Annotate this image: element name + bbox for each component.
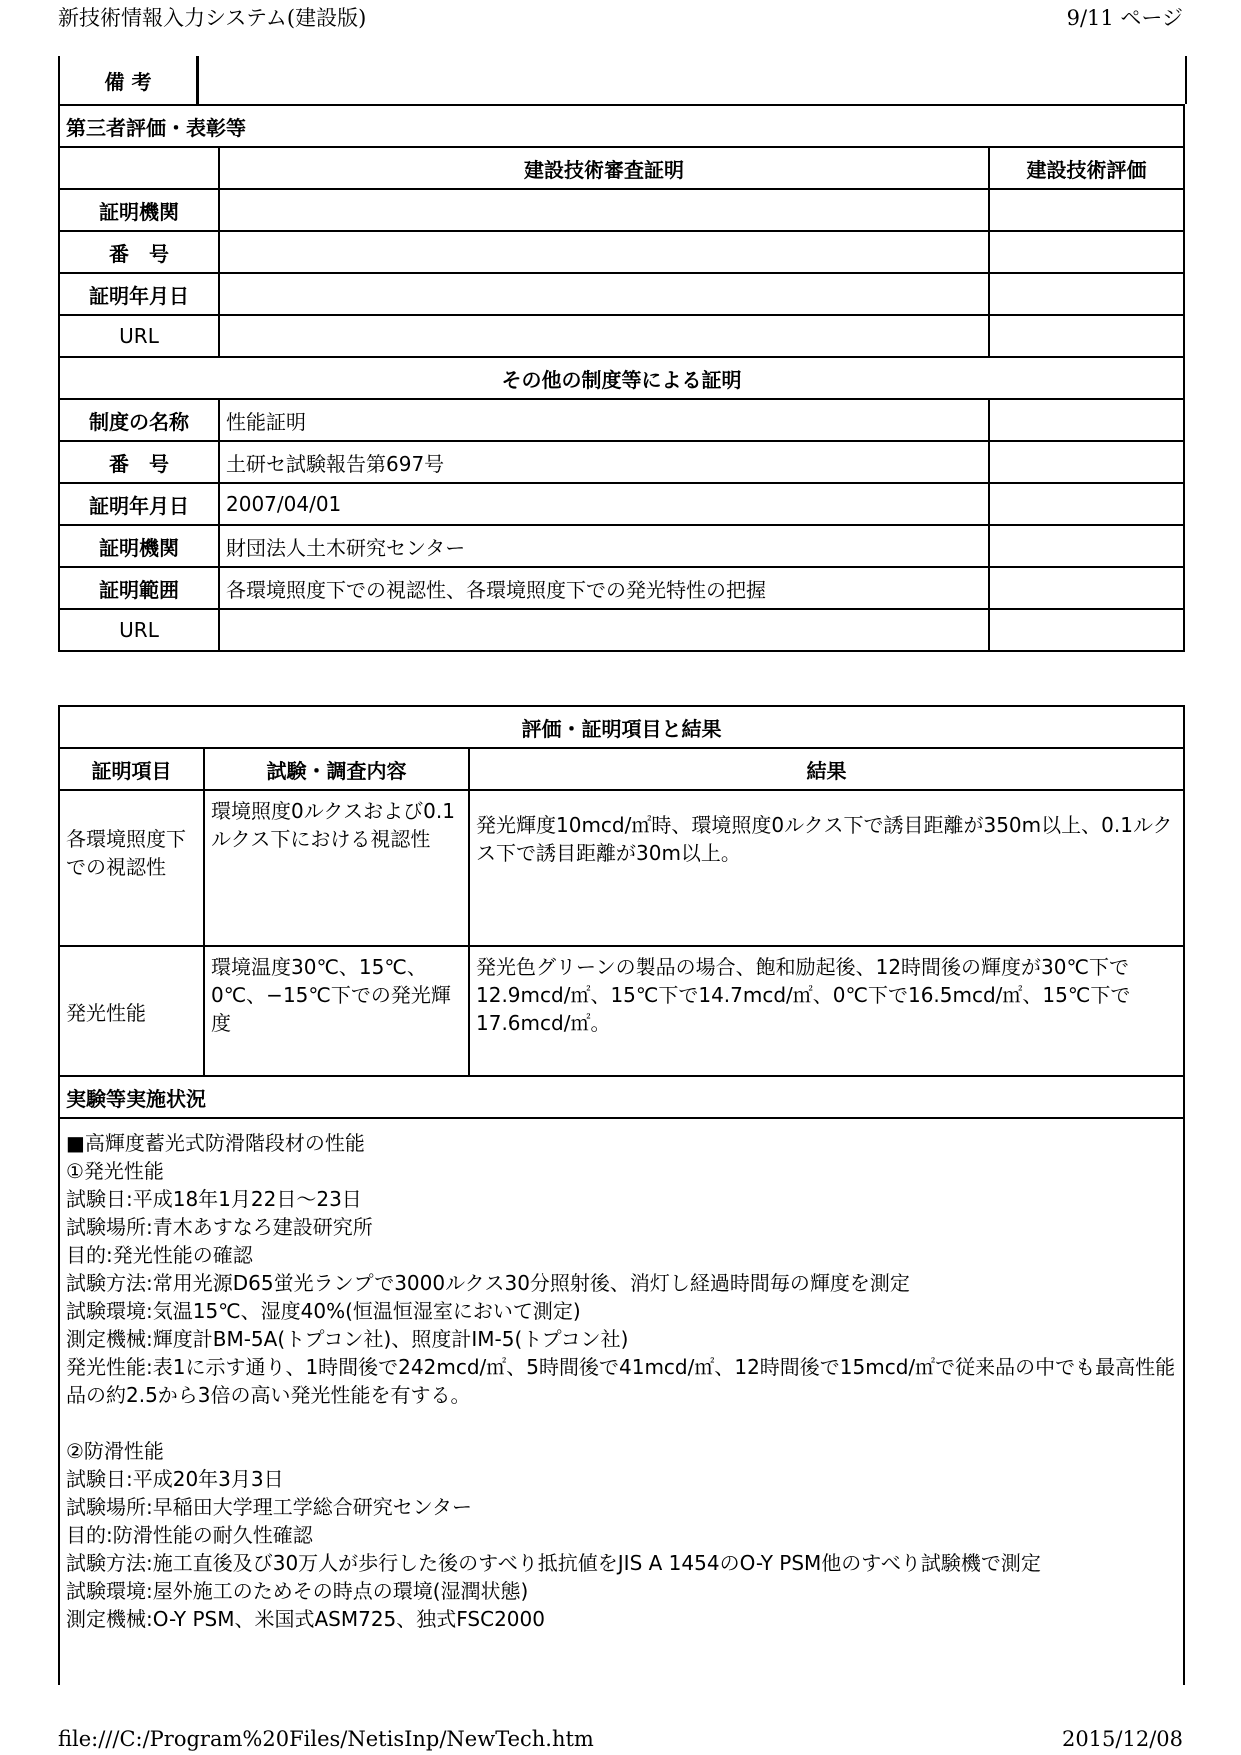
row-label: URL [59,609,219,651]
value-cell: 性能証明 [219,399,989,441]
row-label: 証明年月日 [59,273,219,315]
value-cell [989,609,1184,651]
remarks-label: 備 考 [60,56,199,104]
page-header [58,0,1183,30]
value-cell [219,609,989,651]
row-label: 証明機関 [59,189,219,231]
value-cell: 財団法人土木研究センター [219,525,989,567]
value-cell [989,567,1184,609]
row-label: 証明年月日 [59,483,219,525]
page-footer [58,1725,1183,1755]
other-title: その他の制度等による証明 [59,357,1184,399]
footer-date: 2015/12/08 [1061,1727,1183,1751]
result-text: 発光色グリーンの製品の場合、飽和励起後、12時間後の輝度が30℃下で12.9mcd/㎡、15℃下で14.7mcd/㎡、0℃下で16.5mcd/㎡、15℃下で17.6mcd/㎡。 [469,946,1184,1076]
result-item: 発光性能 [59,946,204,1076]
blank-cell [59,147,219,189]
result-text: 発光輝度10mcd/㎡時、環境照度0ルクス下で誘目距離が350m以上、0.1ルクス下で誘目距離が30m以上。 [469,790,1184,946]
value-cell [989,189,1184,231]
value-cell [989,399,1184,441]
evaluation-title: 第三者評価・表彰等 [59,105,1184,147]
row-label: 番 号 [59,231,219,273]
col-item: 証明項目 [59,748,204,790]
value-cell [219,273,989,315]
col-test: 試験・調査内容 [204,748,469,790]
result-test: 環境照度0ルクスおよび0.1ルクス下における視認性 [204,790,469,946]
value-cell [219,189,989,231]
row-label: 証明範囲 [59,567,219,609]
col-eval: 建設技術評価 [989,147,1184,189]
value-cell [989,525,1184,567]
row-label: 制度の名称 [59,399,219,441]
value-cell: 土研セ試験報告第697号 [219,441,989,483]
row-label: 証明機関 [59,525,219,567]
result-test: 環境温度30℃、15℃、0℃、−15℃下での発光輝度 [204,946,469,1076]
value-cell [989,273,1184,315]
value-cell [989,231,1184,273]
value-cell [219,315,989,357]
results-table [58,705,1185,1685]
col-result: 結果 [469,748,1184,790]
page-number: 9/11 ページ [1066,6,1183,30]
col-review: 建設技術審査証明 [219,147,989,189]
row-label: URL [59,315,219,357]
footer-url: file:///C:/Program%20Files/NetisInp/NewTech.htm [58,1727,594,1751]
row-label: 番 号 [59,441,219,483]
results-title: 評価・証明項目と結果 [59,706,1184,748]
remarks-row [58,56,1187,104]
value-cell [219,231,989,273]
evaluation-table [58,104,1185,652]
value-cell: 各環境照度下での視認性、各環境照度下での発光特性の把握 [219,567,989,609]
value-cell: 2007/04/01 [219,483,989,525]
experiment-body: ■高輝度蓄光式防滑階段材の性能 ①発光性能 試験日:平成18年1月22日～23日 試験場所:青木あすなろ建設研究所 目的:発光性能の確認 試験方法:常用光源D65蛍光ランプで3000ルクス30分照射後、消灯し経過時間毎の輝度を測定 試験環境:気温15℃、湿度40%(恒温恒湿室において測定) 測定機械:輝度計BM-5A(トプコン社)、照度計IM-5(トプコン社) 発光性能:表1に示す通り、1時間後で242mcd/㎡、5時間後で41mcd/㎡、12時間後で15mcd/㎡で従来品の中でも最高性能品の約2.5から3倍の高い発光性能を有する。 ②防滑性能 試験日:平成20年3月3日 試験場所:早稲田大学理工学総合研究センター 目的:防滑性能の耐久性確認 試験方法:施工直後及び30万人が歩行した後のすべり抵抗値をJIS A 1454のO-Y PSM他のすべり試験機で測定 試験環境:屋外施工のためその時点の環境(湿潤状態) 測定機械:O-Y PSM、米国式ASM725、独式FSC2000 [59,1118,1184,1685]
header-title: 新技術情報入力システム(建設版) [58,6,367,30]
experiment-title: 実験等実施状況 [59,1076,1184,1118]
value-cell [989,483,1184,525]
result-item: 各環境照度下での視認性 [59,790,204,946]
value-cell [989,315,1184,357]
value-cell [989,441,1184,483]
